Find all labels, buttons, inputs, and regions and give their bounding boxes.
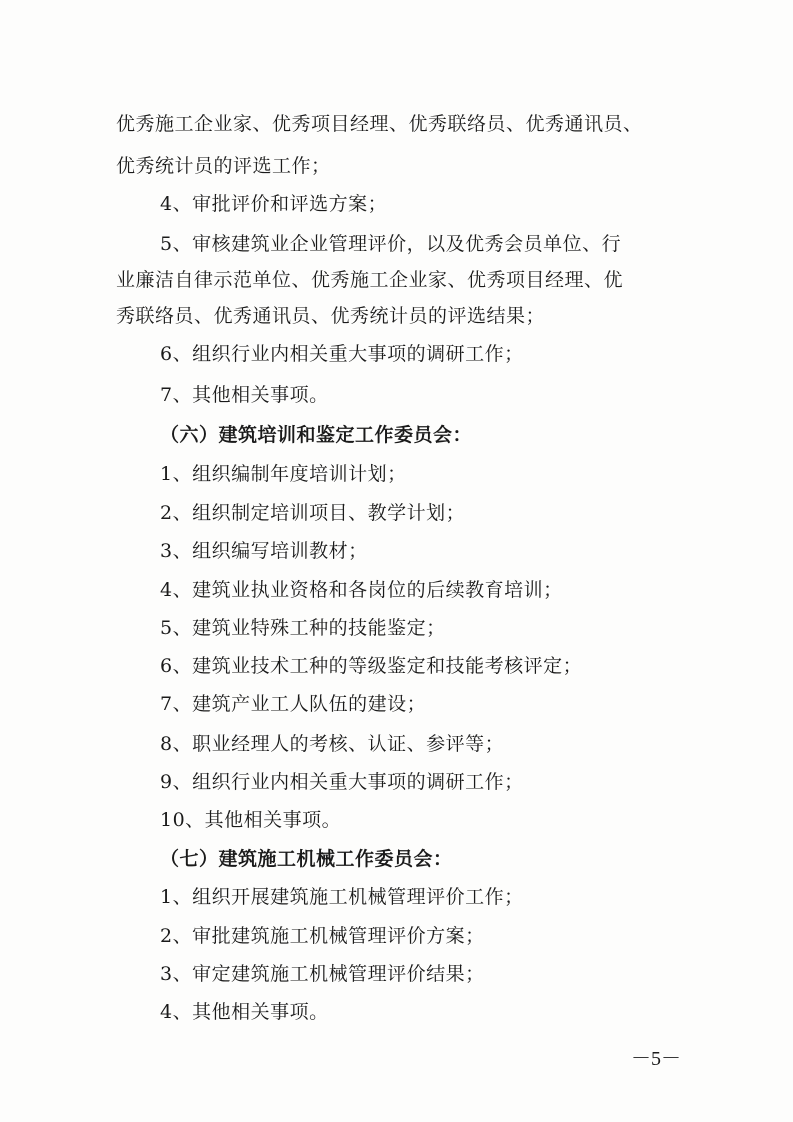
list-item: 4、其他相关事项。 (160, 1001, 329, 1023)
list-item: 3、组织编写培训教材； (160, 540, 368, 562)
list-item: 10、其他相关事项。 (160, 809, 342, 831)
list-item: 6、组织行业内相关重大事项的调研工作； (160, 343, 524, 365)
list-item: 1、组织编制年度培训计划； (160, 463, 407, 485)
page-number: －5－ (631, 1048, 681, 1070)
list-item: 8、职业经理人的考核、认证、参评等； (160, 733, 505, 755)
list-item: 4、审批评价和评选方案； (160, 193, 388, 215)
list-item: 2、组织制定培训项目、教学计划； (160, 502, 466, 524)
section-heading: （七）建筑施工机械工作委员会： (160, 848, 453, 870)
body-text-line: 优秀统计员的评选工作； (116, 155, 331, 177)
list-item: 5、建筑业特殊工种的技能鉴定； (160, 617, 446, 639)
body-text-line: 秀联络员、优秀通讯员、优秀统计员的评选结果； (116, 305, 546, 327)
list-item: 7、其他相关事项。 (160, 384, 329, 406)
list-item: 1、组织开展建筑施工机械管理评价工作； (160, 886, 524, 908)
body-text-line: 业廉洁自律示范单位、优秀施工企业家、优秀项目经理、优 (116, 269, 624, 291)
list-item: 2、审批建筑施工机械管理评价方案； (160, 925, 485, 947)
list-item: 3、审定建筑施工机械管理评价结果； (160, 963, 485, 985)
list-item: 6、建筑业技术工种的等级鉴定和技能考核评定； (160, 655, 583, 677)
list-item: 9、组织行业内相关重大事项的调研工作； (160, 771, 524, 793)
body-text-line: 优秀施工企业家、优秀项目经理、优秀联络员、优秀通讯员、 (116, 113, 643, 135)
section-heading: （六）建筑培训和鉴定工作委员会： (160, 424, 473, 446)
list-item: 5、审核建筑业企业管理评价，以及优秀会员单位、行 (160, 233, 622, 255)
list-item: 4、建筑业执业资格和各岗位的后续教育培训； (160, 579, 563, 601)
list-item: 7、建筑产业工人队伍的建设； (160, 693, 427, 715)
